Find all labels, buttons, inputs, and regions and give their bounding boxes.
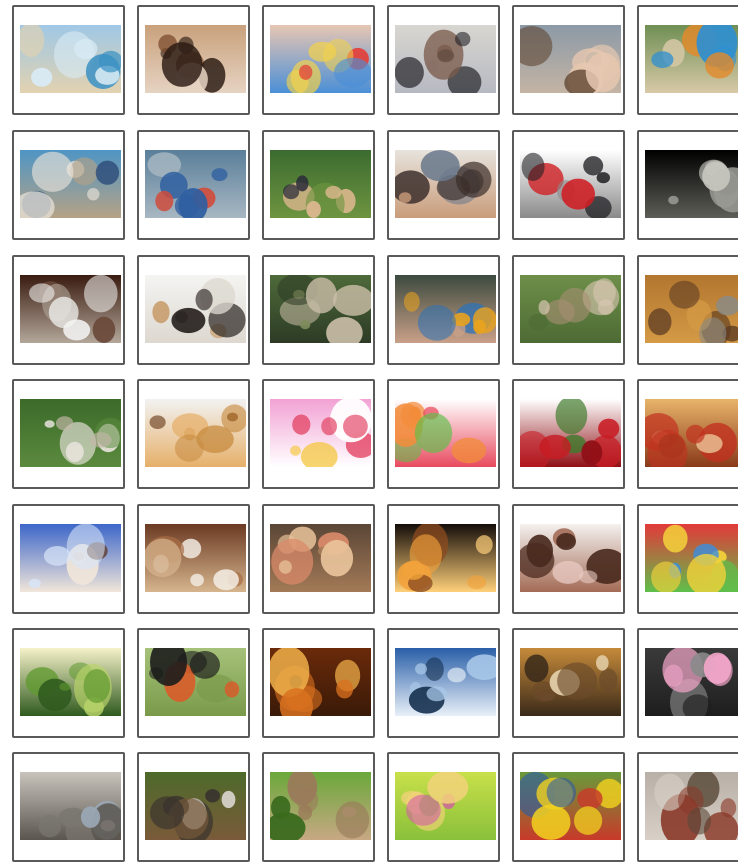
image-card[interactable] [12, 504, 125, 614]
image-card[interactable] [262, 752, 375, 862]
image-card[interactable] [637, 628, 738, 738]
image-card[interactable] [12, 255, 125, 365]
image-card[interactable] [512, 379, 625, 489]
raccoon-photo-icon [145, 772, 246, 840]
image-card[interactable] [137, 752, 250, 862]
image-card[interactable] [387, 5, 500, 115]
hug-photo-icon [270, 150, 371, 218]
women-photo-icon [520, 25, 621, 93]
bunny-photo-icon [520, 275, 621, 343]
couple-photo-icon [20, 150, 121, 218]
image-card[interactable] [637, 379, 738, 489]
image-card[interactable] [262, 504, 375, 614]
image-card[interactable] [137, 504, 250, 614]
elephants-photo-icon [20, 772, 121, 840]
hands-photo-icon [270, 25, 371, 93]
family-photo-icon [395, 150, 496, 218]
lake-photo-icon [395, 648, 496, 716]
bench-photo-icon [270, 648, 371, 716]
image-card[interactable] [512, 5, 625, 115]
knit-photo-icon [270, 275, 371, 343]
minion-photo-icon [520, 772, 621, 840]
image-card[interactable] [137, 255, 250, 365]
figures-photo-icon [645, 772, 738, 840]
image-card[interactable] [262, 255, 375, 365]
image-card[interactable] [512, 255, 625, 365]
image-card[interactable] [12, 379, 125, 489]
image-card[interactable] [137, 379, 250, 489]
cone-photo-icon [270, 524, 371, 592]
image-card[interactable] [637, 255, 738, 365]
image-card[interactable] [12, 5, 125, 115]
strawberry-photo-icon [520, 399, 621, 467]
image-card[interactable] [262, 379, 375, 489]
image-card[interactable] [12, 130, 125, 240]
cupcake-photo-icon [270, 399, 371, 467]
image-card[interactable] [512, 504, 625, 614]
horses-photo-icon [645, 275, 738, 343]
image-card[interactable] [262, 5, 375, 115]
image-card[interactable] [512, 130, 625, 240]
kitten-photo-icon [20, 275, 121, 343]
lamb-photo-icon [20, 399, 121, 467]
image-card[interactable] [137, 628, 250, 738]
cupcakes-photo-icon [520, 524, 621, 592]
barbecue-photo-icon [145, 648, 246, 716]
image-card[interactable] [387, 255, 500, 365]
children-photo-icon [645, 25, 738, 93]
walk-photo-icon [520, 648, 621, 716]
image-card[interactable] [262, 628, 375, 738]
pizza-photo-icon [645, 399, 738, 467]
friends-photo-icon [395, 25, 496, 93]
parrot-photo-icon [395, 275, 496, 343]
image-card[interactable] [12, 752, 125, 862]
group-photo-icon [145, 150, 246, 218]
image-card[interactable] [262, 130, 375, 240]
image-card[interactable] [387, 628, 500, 738]
icecup-photo-icon [145, 524, 246, 592]
image-card[interactable] [387, 504, 500, 614]
puppy-photo-icon [520, 150, 621, 218]
image-card[interactable] [387, 130, 500, 240]
gummy-photo-icon [395, 399, 496, 467]
image-card[interactable] [137, 5, 250, 115]
candy-photo-icon [645, 524, 738, 592]
meadow-photo-icon [20, 648, 121, 716]
image-card[interactable] [387, 379, 500, 489]
image-card[interactable] [637, 504, 738, 614]
girls-photo-icon [145, 25, 246, 93]
image-card[interactable] [12, 628, 125, 738]
doll-photo-icon [395, 772, 496, 840]
lotus-photo-icon [645, 648, 738, 716]
cake-photo-icon [395, 524, 496, 592]
image-card[interactable] [512, 628, 625, 738]
teddy-photo-icon [270, 772, 371, 840]
dog-photo-icon [645, 150, 738, 218]
image-card[interactable] [387, 752, 500, 862]
image-card[interactable] [512, 752, 625, 862]
image-card[interactable] [637, 752, 738, 862]
image-card[interactable] [637, 130, 738, 240]
image-card[interactable] [137, 130, 250, 240]
cookies-photo-icon [145, 399, 246, 467]
icebar-photo-icon [20, 524, 121, 592]
image-card[interactable] [637, 5, 738, 115]
beach-photo-icon [20, 25, 121, 93]
cat-photo-icon [145, 275, 246, 343]
